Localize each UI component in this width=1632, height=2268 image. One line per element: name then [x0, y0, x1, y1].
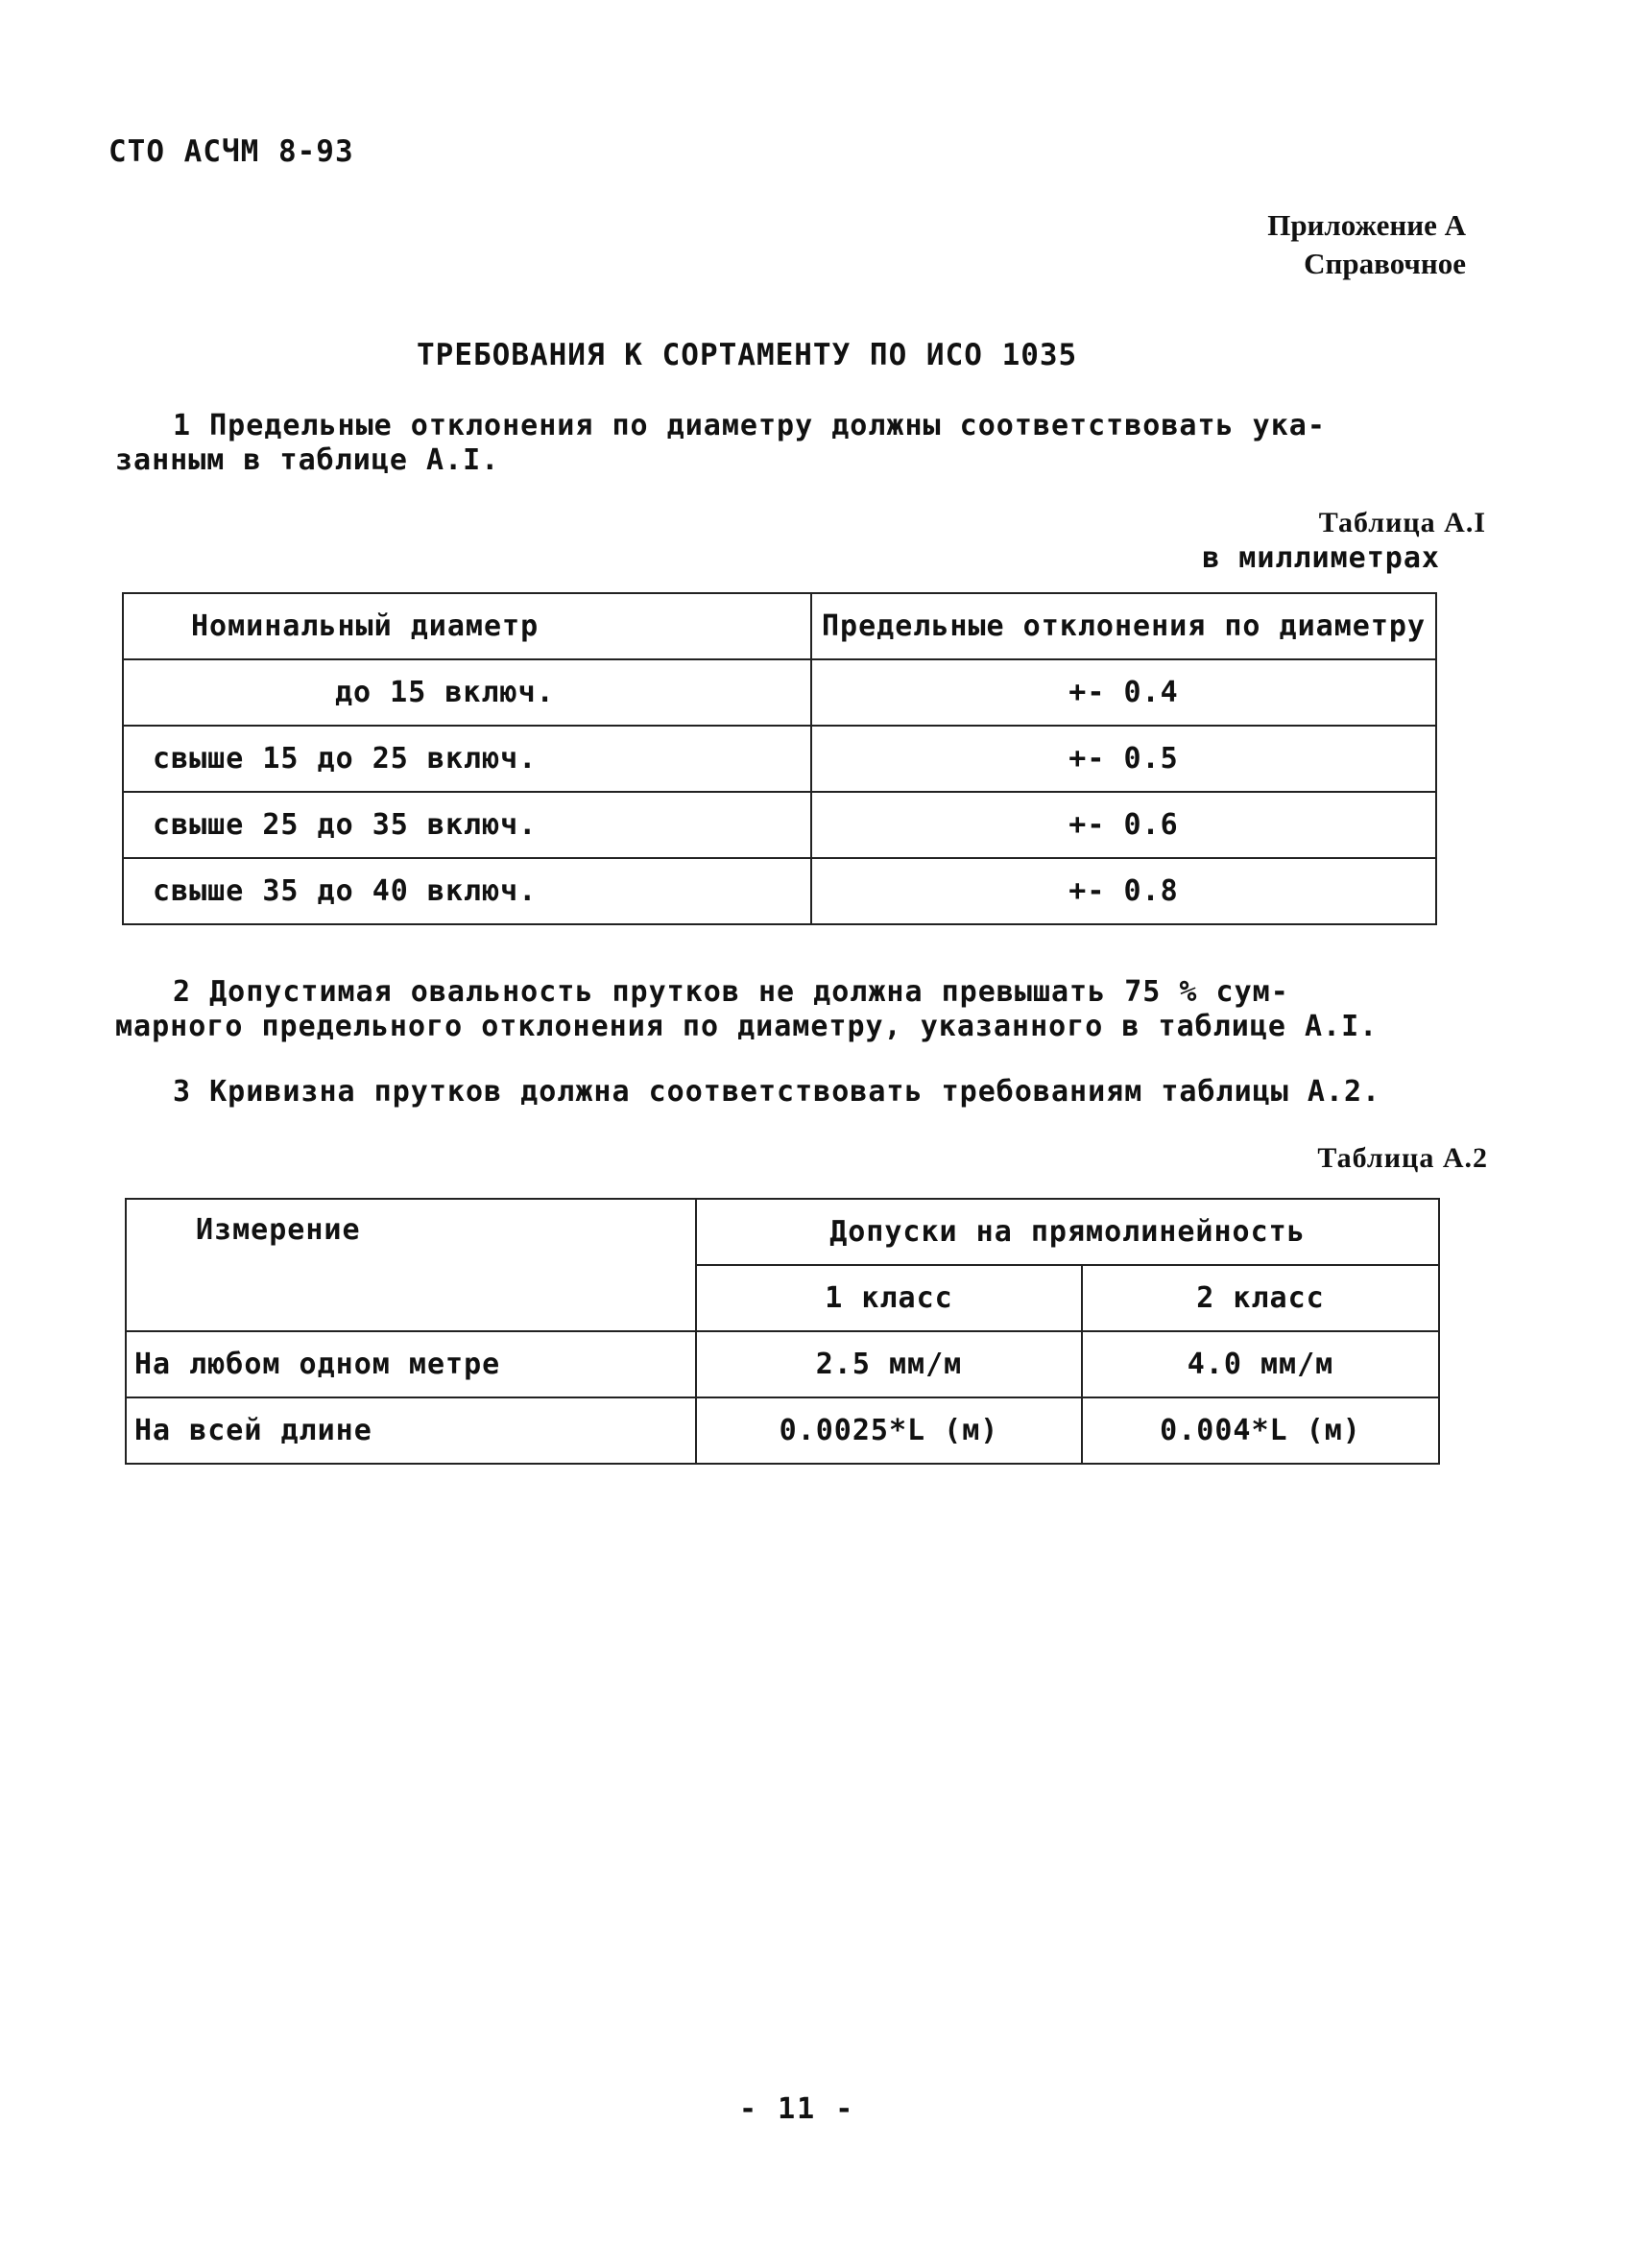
table-header-cell: Номинальный диаметр — [123, 593, 811, 659]
table-row — [126, 1331, 1439, 1397]
table1-label: Таблица А.I — [1318, 507, 1486, 538]
table-cell: 4.0 мм/м — [1082, 1331, 1439, 1397]
table-header-row — [126, 1199, 1439, 1265]
table2-label: Таблица А.2 — [1317, 1142, 1488, 1174]
table-cell: свыше 15 до 25 включ. — [123, 726, 811, 792]
paragraph-1 — [115, 409, 1326, 478]
paragraph-2 — [115, 975, 1378, 1044]
table-header-cell: Измерение — [126, 1199, 696, 1331]
table-cell: 2.5 мм/м — [696, 1331, 1082, 1397]
table-row — [126, 1397, 1439, 1464]
table-row — [123, 858, 1436, 924]
straightness-table — [125, 1198, 1440, 1465]
table-row — [123, 726, 1436, 792]
table-cell: +- 0.6 — [811, 792, 1436, 858]
table1-units: в миллиметрах — [1202, 541, 1440, 575]
table-cell: 0.0025*L (м) — [696, 1397, 1082, 1464]
table-cell: 0.004*L (м) — [1082, 1397, 1439, 1464]
table-header-row — [123, 593, 1436, 659]
document-code: СТО АСЧМ 8-93 — [108, 134, 354, 169]
paragraph-2-line-1: 2 Допустимая овальность прутков не должна превышать 75 % сум- — [173, 975, 1289, 1009]
table-cell: свыше 35 до 40 включ. — [123, 858, 811, 924]
table-row — [123, 659, 1436, 726]
appendix-label: Приложение А — [1267, 208, 1466, 242]
paragraph-1-line-1: 1 Предельные отклонения по диаметру должны соответствовать ука- — [173, 409, 1326, 442]
section-title: ТРЕБОВАНИЯ К СОРТАМЕНТУ ПО ИСО 1035 — [417, 338, 1078, 372]
table-cell: свыше 25 до 35 включ. — [123, 792, 811, 858]
table-header-cell: Предельные отклонения по диаметру — [811, 593, 1436, 659]
tolerance-table — [122, 592, 1437, 925]
page-number: - 11 - — [739, 2092, 855, 2126]
table-row — [123, 792, 1436, 858]
paragraph-3: 3 Кривизна прутков должна соответствовать требованиям таблицы А.2. — [173, 1075, 1381, 1109]
table-header-cell: 1 класс — [696, 1265, 1082, 1331]
table-cell: +- 0.8 — [811, 858, 1436, 924]
table-cell: до 15 включ. — [123, 659, 811, 726]
appendix-block — [1267, 206, 1466, 283]
paragraph-1-line-2: занным в таблице А.I. — [115, 443, 500, 477]
table-header-cell: Допуски на прямолинейность — [696, 1199, 1439, 1265]
table-header-cell: 2 класс — [1082, 1265, 1439, 1331]
appendix-type: Справочное — [1304, 247, 1466, 280]
table-cell: +- 0.4 — [811, 659, 1436, 726]
paragraph-2-line-2: марного предельного отклонения по диаметру, указанного в таблице А.I. — [115, 1010, 1379, 1043]
table-cell: +- 0.5 — [811, 726, 1436, 792]
table-cell: На любом одном метре — [126, 1331, 696, 1397]
table-cell: На всей длине — [126, 1397, 696, 1464]
